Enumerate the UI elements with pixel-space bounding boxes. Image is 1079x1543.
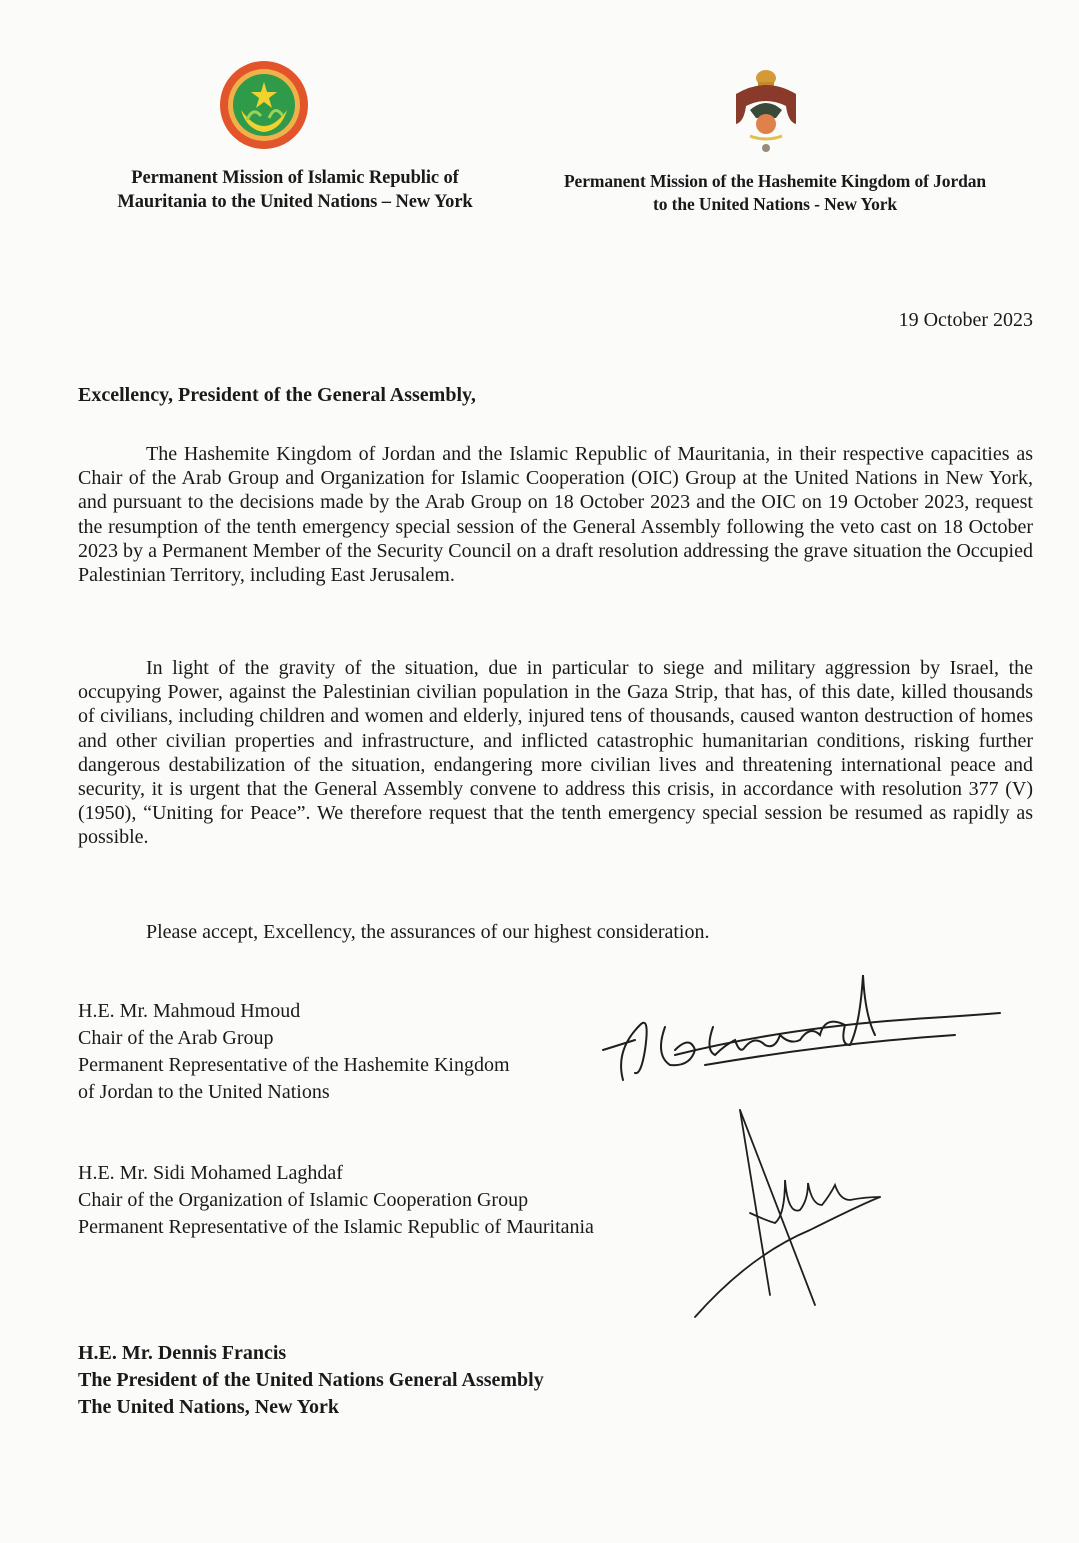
addressee-location: The United Nations, New York (78, 1396, 339, 1418)
signatory-title: of Jordan to the United Nations (78, 1081, 330, 1103)
mission-line: Mauritania to the United Nations – New York (117, 192, 473, 212)
signatory-title: Permanent Representative of the Islamic Republic of Mauritania (78, 1216, 594, 1238)
signatory-name: H.E. Mr. Sidi Mohamed Laghdaf (78, 1162, 343, 1184)
mauritania-seal-icon (219, 60, 309, 150)
closing-line: Please accept, Excellency, the assurances of our highest consideration. (146, 921, 710, 943)
signatory-title: Chair of the Organization of Islamic Cooperation Group (78, 1189, 529, 1211)
salutation: Excellency, President of the General Assembly, (78, 384, 476, 406)
mission-line: to the United Nations - New York (652, 194, 898, 214)
addressee-title: The President of the United Nations General Assembly (78, 1369, 544, 1391)
jordan-coat-of-arms-icon (728, 66, 804, 158)
signature-laghdaf-icon (690, 1105, 890, 1325)
signature-hmoud-icon (595, 955, 1005, 1085)
addressee-name: H.E. Mr. Dennis Francis (78, 1342, 287, 1364)
body-paragraph: In light of the gravity of the situation, due in particular to siege and military aggression by Israel, the occupying Power, against the Palestinian civilian population in the Gaza Strip, that has, of this date, killed thousands of civilians, including children and women and elderly, injured tens of thousands, caused wanton destruction of homes and other civilian properties and infrastructure, and inflicted catastrophic humanitarian conditions, risking further dangerous destabilization of the situation, endangering more civilian lives and threatening international peace and security, it is urgent that the General Assembly convene to address this crisis, in accordance with resolution 377 (V) (1950), “Uniting for Peace”. We therefore request that the tenth emergency special session be resumed as rapidly as possible. (78, 657, 1033, 849)
mission-line: Permanent Mission of Islamic Republic of (131, 168, 459, 188)
signatory-block-laghdaf (78, 1160, 594, 1241)
mission-line: Permanent Mission of the Hashemite Kingdom of Jordan (563, 171, 987, 191)
signatory-block-hmoud (78, 998, 510, 1106)
jordan-mission-heading (520, 170, 1030, 216)
body-paragraph: The Hashemite Kingdom of Jordan and the Islamic Republic of Mauritania, in their respective capacities as Chair of the Arab Group and Organization for Islamic Cooperation (OIC) Group at the United Nations in New York, and pursuant to the decisions made by the Arab Group on 18 October 2023 and the OIC on 19 October 2023, request the resumption of the tenth emergency special session of the General Assembly following the veto cast on 18 October 2023 by a Permanent Member of the Security Council on a draft resolution addressing the grave situation the Occupied Palestinian Territory, including East Jerusalem. (78, 443, 1033, 587)
signatory-title: Permanent Representative of the Hashemite Kingdom (78, 1054, 510, 1076)
mauritania-mission-heading (70, 166, 520, 214)
signatory-name: H.E. Mr. Mahmoud Hmoud (78, 1000, 301, 1022)
letter-date: 19 October 2023 (898, 309, 1033, 331)
signatory-title: Chair of the Arab Group (78, 1027, 274, 1049)
addressee-block (78, 1340, 544, 1421)
